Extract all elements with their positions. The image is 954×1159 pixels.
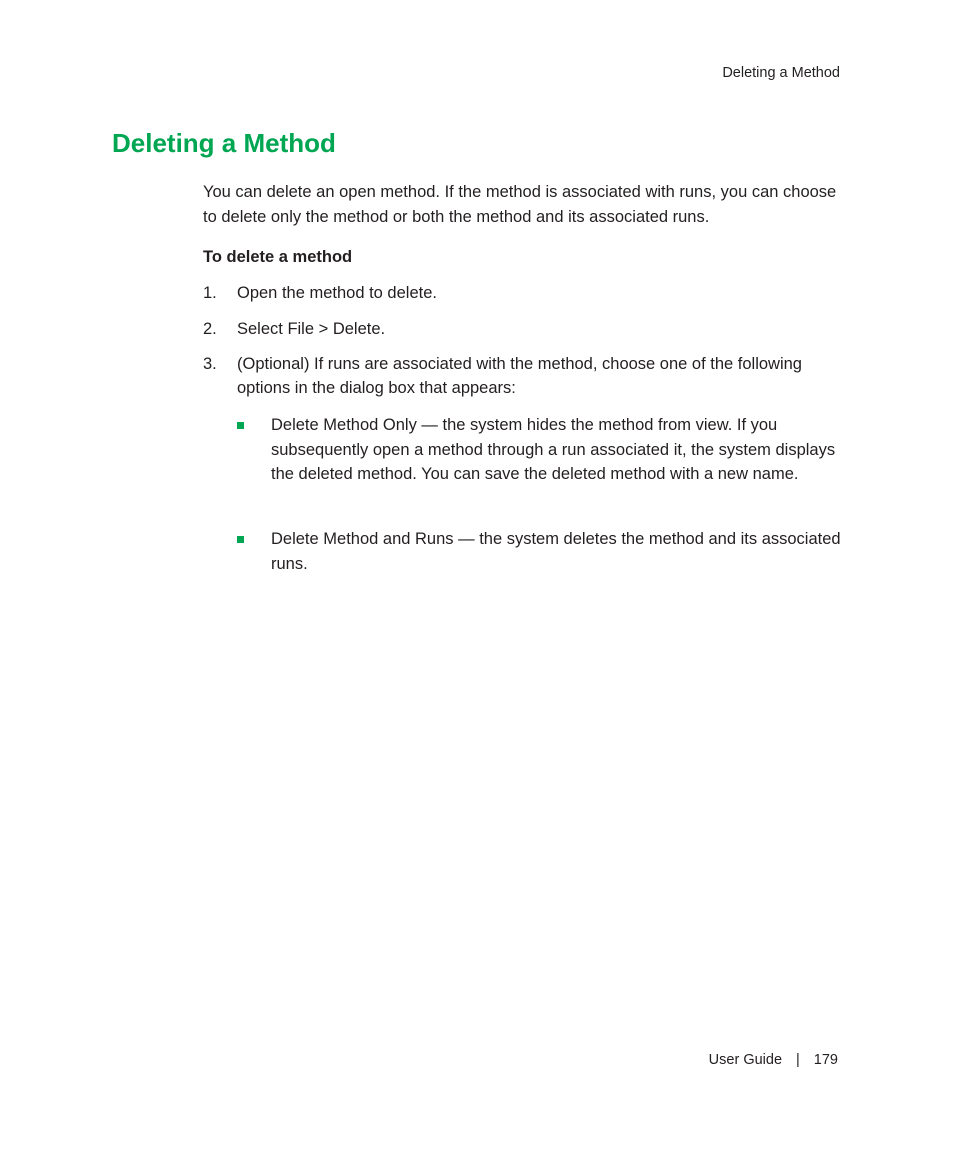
step-number: 1. bbox=[203, 284, 217, 302]
option-text: Delete Method and Runs — the system deletes the method and its associated runs. bbox=[271, 530, 841, 573]
running-header: Deleting a Method bbox=[722, 65, 840, 81]
procedure-step bbox=[203, 317, 843, 341]
page-footer bbox=[709, 1051, 838, 1069]
step-text: Open the method to delete. bbox=[237, 284, 437, 302]
square-bullet-icon bbox=[237, 536, 244, 543]
procedure-step bbox=[203, 281, 843, 305]
option-bullet-item bbox=[237, 527, 843, 576]
procedure-heading: To delete a method bbox=[203, 248, 353, 266]
step-number: 2. bbox=[203, 320, 217, 338]
option-text: Delete Method Only — the system hides the method from view. If you subsequently open a method through a run associated it, the system displays the deleted method. You can save the deleted method with a new name. bbox=[271, 416, 836, 483]
page-title: Deleting a Method bbox=[112, 128, 336, 158]
step-text: (Optional) If runs are associated with the method, choose one of the following options in the dialog box that appears: bbox=[237, 355, 802, 397]
option-bullet-item bbox=[237, 413, 843, 487]
footer-separator: | bbox=[796, 1052, 800, 1068]
intro-paragraph: You can delete an open method. If the method is associated with runs, you can choose to delete only the method or both the method and its associated runs. bbox=[203, 183, 837, 226]
page-number: 179 bbox=[813, 1052, 838, 1068]
square-bullet-icon bbox=[237, 422, 244, 429]
procedure-step bbox=[203, 352, 843, 400]
guide-label: User Guide bbox=[708, 1052, 783, 1068]
step-text: Select File > Delete. bbox=[237, 320, 386, 338]
step-number: 3. bbox=[203, 355, 217, 373]
